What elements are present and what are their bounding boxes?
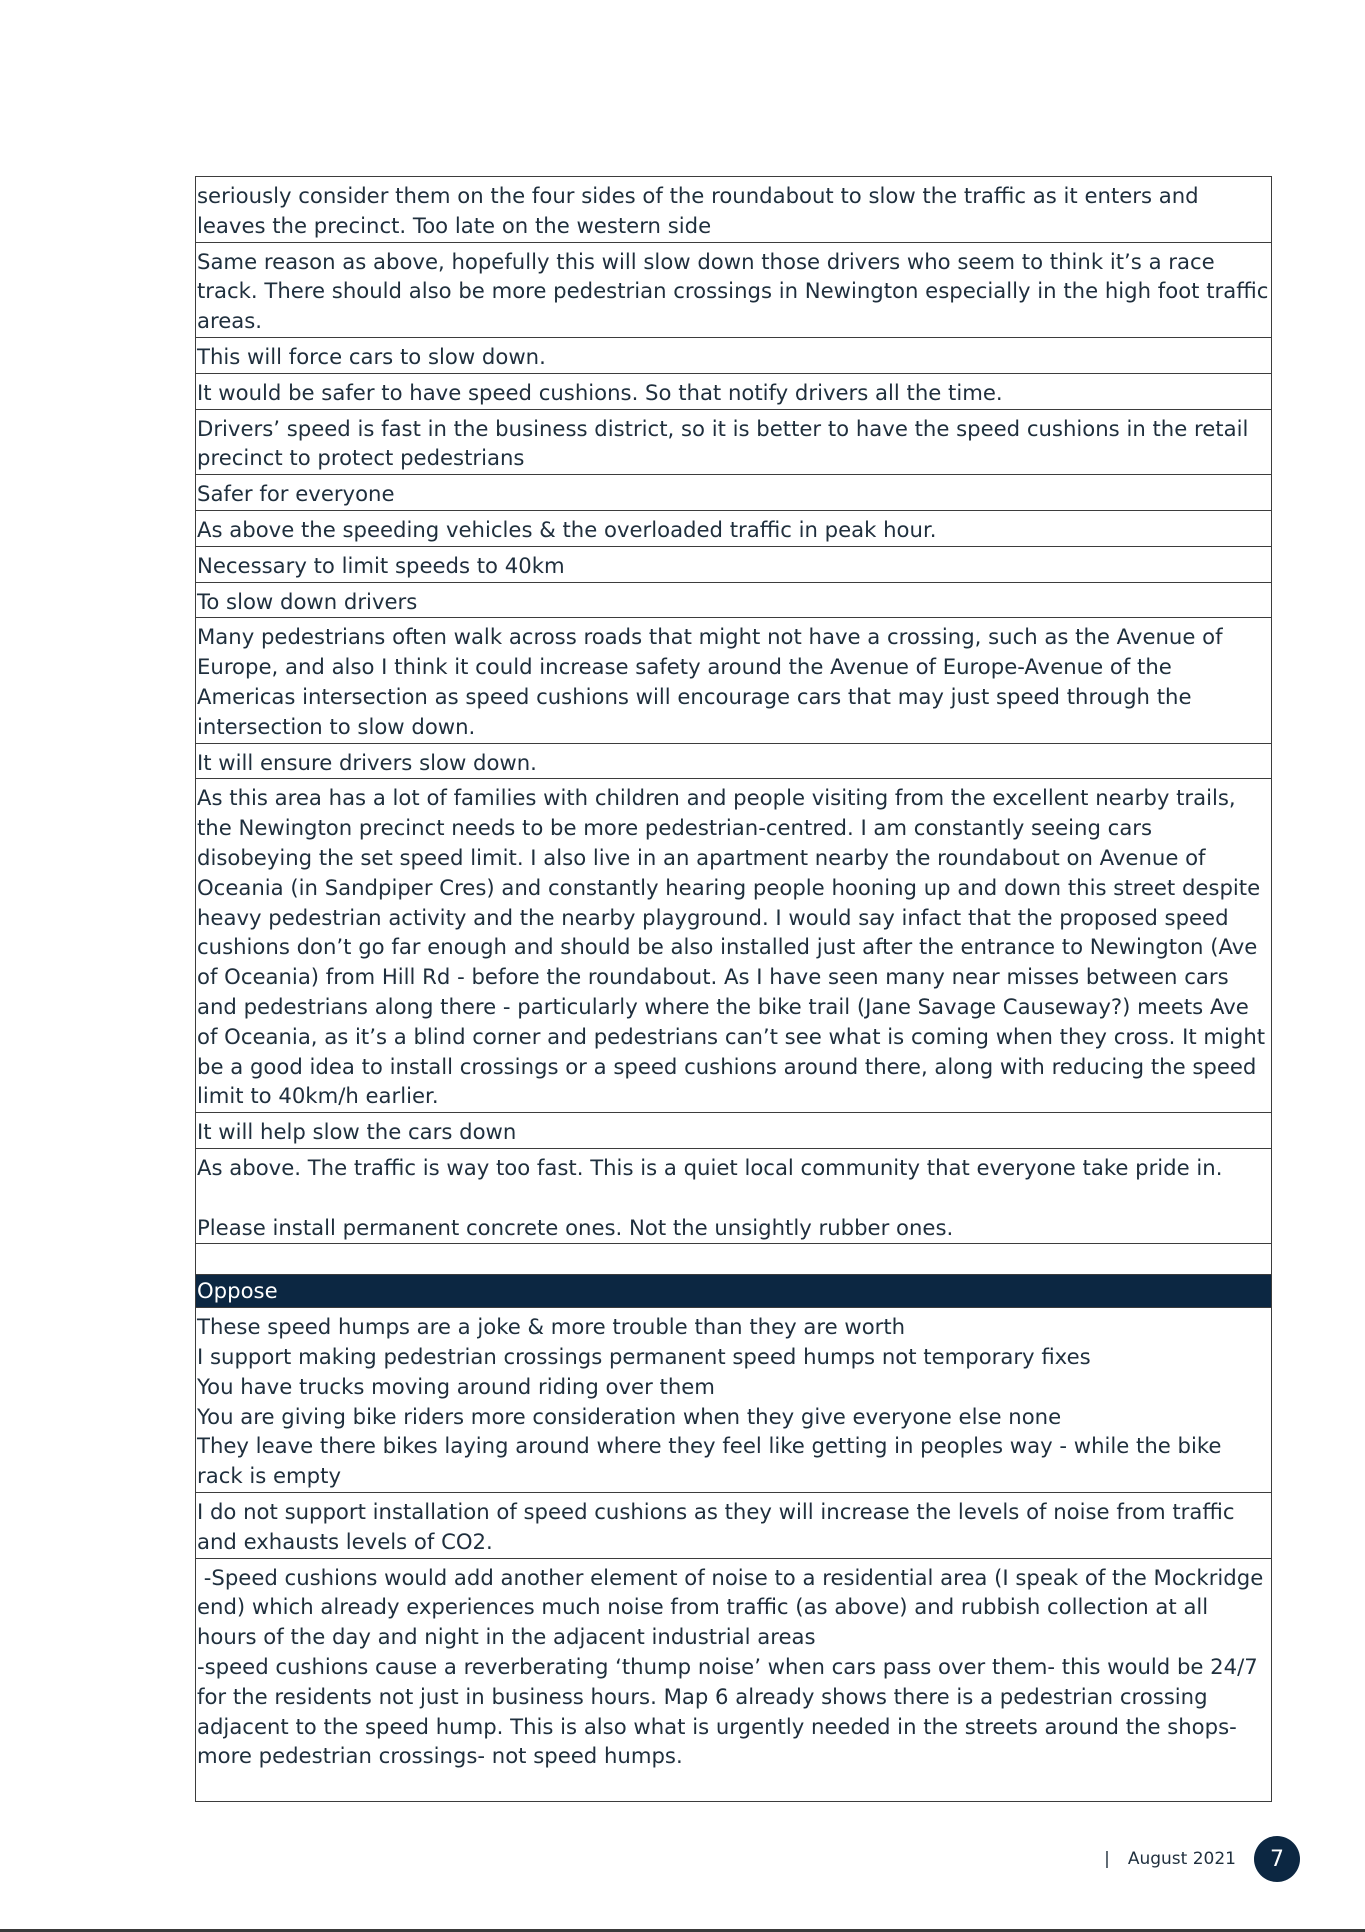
comment-cell: As above. The traffic is way too fast. This is a quiet local community that everyone take pride in. Please install permanent concrete ones. Not the unsightly rubber ones.: [196, 1148, 1272, 1243]
comment-cell: Safer for everyone: [196, 475, 1272, 511]
table-row: [196, 337, 1272, 373]
table-row: [196, 618, 1272, 743]
table-row: [196, 177, 1272, 243]
table-row: [196, 1148, 1272, 1243]
table-row: [196, 582, 1272, 618]
comment-cell: -Speed cushions would add another element of noise to a residential area (I speak of the Mockridge end) which already experiences much noise from traffic (as above) and rubbish collection at all hours of the day and night in the adjacent industrial areas -speed cushions cause a reverberating ‘thump noise’ when cars pass over them- this would be 24/7 for the residents not just in business hours. Map 6 already shows there is a pedestrian crossing adjacent to the speed hump. This is also what is urgently needed in the streets around the shops- more pedestrian crossings- not speed humps.: [196, 1558, 1272, 1802]
comment-cell: I do not support installation of speed cushions as they will increase the levels of noise from traffic and exhausts levels of CO2.: [196, 1493, 1272, 1559]
comment-cell: Drivers’ speed is fast in the business district, so it is better to have the speed cushions in the retail precinct to protect pedestrians: [196, 409, 1272, 475]
comment-cell: seriously consider them on the four sides of the roundabout to slow the traffic as it enters and leaves the precinct. Too late on the western side: [196, 177, 1272, 243]
footer-separator: |: [1104, 1849, 1110, 1869]
comment-cell: As this area has a lot of families with children and people visiting from the excellent nearby trails, the Newington precinct needs to be more pedestrian-centred. I am constantly seeing cars disobeying the set speed limit. I also live in an apartment nearby the roundabout on Avenue of Oceania (in Sandpiper Cres) and constantly hearing people hooning up and down this street despite heavy pedestrian activity and the nearby playground. I would say infact that the proposed speed cushions don’t go far enough and should be also installed just after the entrance to Newington (Ave of Oceania) from Hill Rd - before the roundabout. As I have seen many near misses between cars and pedestrians along there - particularly where the bike trail (Jane Savage Causeway?) meets Ave of Oceania, as it’s a blind corner and pedestrians can’t see what is coming when they cross. It might be a good idea to install crossings or a speed cushions around there, along with reducing the speed limit to 40km/h earlier.: [196, 779, 1272, 1113]
comment-cell: Many pedestrians often walk across roads that might not have a crossing, such as the Avenue of Europe, and also I think it could increase safety around the Avenue of Europe-Avenue of the Americas intersection as speed cushions will encourage cars that may just speed through the intersection to slow down.: [196, 618, 1272, 743]
table-row: [196, 475, 1272, 511]
table-row: [196, 373, 1272, 409]
responses-table: [195, 176, 1276, 1802]
comment-cell: It will help slow the cars down: [196, 1113, 1272, 1149]
spacer-row: [196, 1244, 1272, 1275]
table-row: [196, 743, 1272, 779]
comment-cell: It will ensure drivers slow down.: [196, 743, 1272, 779]
comment-cell: Necessary to limit speeds to 40km: [196, 546, 1272, 582]
comment-cell: As above the speeding vehicles & the overloaded traffic in peak hour.: [196, 510, 1272, 546]
table-row: [196, 242, 1272, 337]
footer-date: August 2021: [1127, 1849, 1236, 1869]
table-row: [196, 779, 1272, 1113]
table-row: [196, 409, 1272, 475]
comment-cell: These speed humps are a joke & more trouble than they are worth I support making pedestrian crossings permanent speed humps not temporary fixes You have trucks moving around riding over them You are giving bike riders more consideration when they give everyone else none They leave there bikes laying around where they feel like getting in peoples way - while the bike rack is empty: [196, 1308, 1272, 1493]
table-row: [196, 1113, 1272, 1149]
table-row: [196, 1308, 1272, 1493]
comment-cell: To slow down drivers: [196, 582, 1272, 618]
page-number-badge: 7: [1254, 1836, 1300, 1882]
comment-cell: This will force cars to slow down.: [196, 337, 1272, 373]
table-row: [196, 546, 1272, 582]
empty-cell: [196, 1244, 1272, 1275]
table-row: [196, 1493, 1272, 1559]
section-header-row: [196, 1275, 1272, 1308]
page-footer: [1104, 1836, 1300, 1882]
table-row: [196, 510, 1272, 546]
comment-cell: Same reason as above, hopefully this will slow down those drivers who seem to think it’s a race track. There should also be more pedestrian crossings in Newington especially in the high foot traffic areas.: [196, 242, 1272, 337]
comment-cell: It would be safer to have speed cushions. So that notify drivers all the time.: [196, 373, 1272, 409]
oppose-heading: Oppose: [196, 1275, 1272, 1308]
table-row: [196, 1558, 1272, 1802]
